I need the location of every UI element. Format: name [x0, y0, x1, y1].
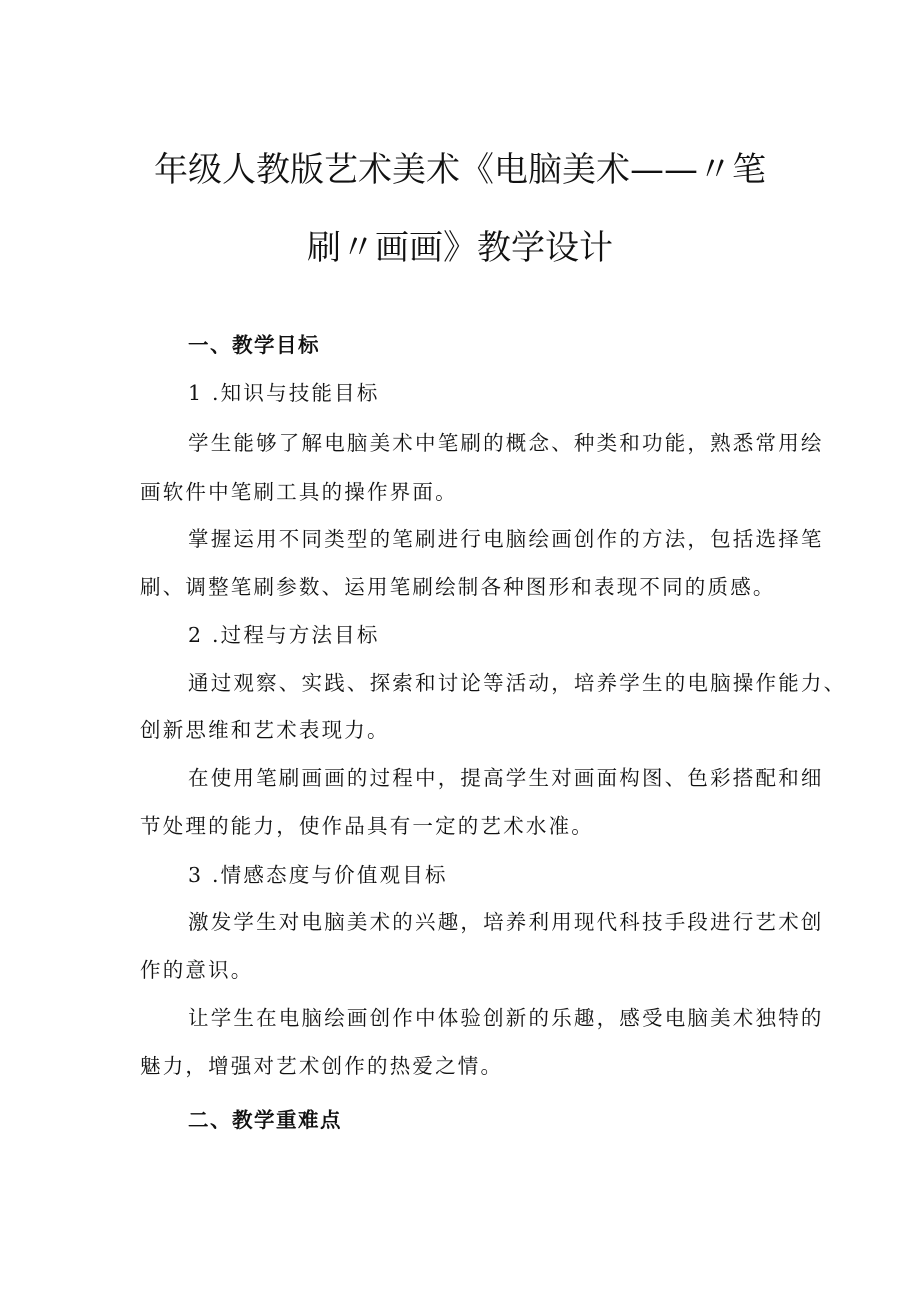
section-heading-teaching-goals: 一、教学目标 [188, 333, 320, 357]
document-title-line-2: 刷〃画画》教学设计 [307, 228, 613, 268]
paragraph-line: 画软件中笔刷工具的操作界面。 [140, 480, 458, 504]
paragraph-line: 掌握运用不同类型的笔刷进行电脑绘画创作的方法，包括选择笔 [188, 527, 824, 551]
paragraph-line: 激发学生对电脑美术的兴趣，培养利用现代科技手段进行艺术创 [188, 910, 824, 934]
paragraph-line: 让学生在电脑绘画创作中体验创新的乐趣，感受电脑美术独特的 [188, 1006, 824, 1030]
subheading-process-methods: 2 .过程与方法目标 [188, 623, 380, 647]
paragraph-line: 作的意识。 [140, 958, 254, 982]
section-heading-key-difficulties: 二、教学重难点 [188, 1108, 342, 1132]
paragraph-line: 魅力，增强对艺术创作的热爱之情。 [140, 1054, 504, 1078]
subheading-emotion-values: 3 .情感态度与价值观目标 [188, 863, 448, 887]
paragraph-line: 节处理的能力，使作品具有一定的艺术水准。 [140, 814, 594, 838]
subheading-knowledge-skills: 1 .知识与技能目标 [188, 381, 380, 405]
paragraph-line: 在使用笔刷画画的过程中，提高学生对画面构图、色彩搭配和细 [188, 766, 824, 790]
paragraph-line: 刷、调整笔刷参数、运用笔刷绘制各种图形和表现不同的质感。 [140, 575, 776, 599]
paragraph-line: 通过观察、实践、探索和讨论等活动，培养学生的电脑操作能力、 [188, 671, 847, 695]
paragraph-line: 学生能够了解电脑美术中笔刷的概念、种类和功能，熟悉常用绘 [188, 431, 824, 455]
document-title-line-1: 年级人教版艺术美术《电脑美术——〃笔 [154, 150, 766, 190]
paragraph-line: 创新思维和艺术表现力。 [140, 718, 390, 742]
